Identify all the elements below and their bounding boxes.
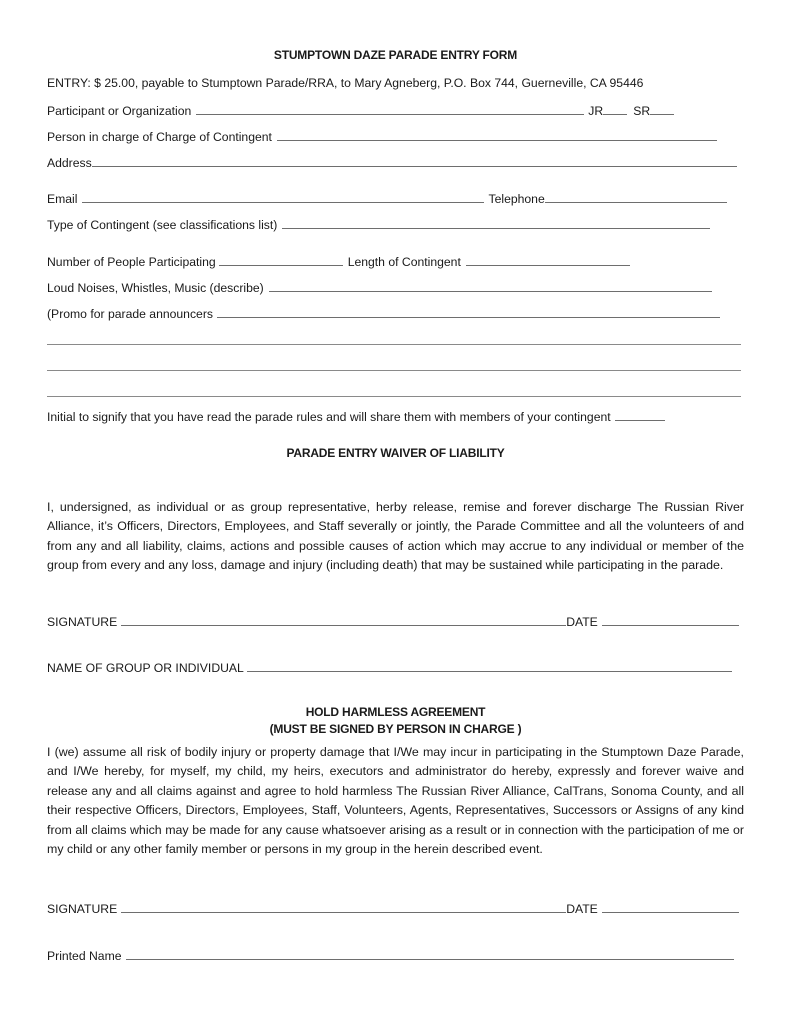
email-label: Email — [47, 192, 78, 206]
promo-field[interactable] — [217, 305, 720, 318]
loud-noises-row — [47, 279, 712, 295]
telephone-field[interactable] — [545, 190, 727, 203]
length-contingent-field[interactable] — [466, 253, 630, 266]
promo-row — [47, 305, 720, 321]
promo-extra-line-1[interactable] — [47, 344, 741, 345]
entry-fee-line — [47, 76, 643, 92]
hold-harmless-text: I (we) assume all risk of bodily injury or property damage that I/We may incur in participating in the Stumptown Daze Parade, and I/We hereby, for myself, my child, my heirs, executors and administrator do hereby, expressly and forever waive and release any and all claims against and agree to hold harmless The Russian River Alliance, CalTrans, Sonoma County, and all their respective Officers, Directors, Employees, Staff, Volunteers, Agents, Representatives, Successors or Assigns of any kind from all claims which may be made for any cause whatsoever arising as a result or in connection with the participation of me or my child or any other family member or persons in my group in the herein described event. — [47, 745, 744, 857]
name-of-group-row — [47, 659, 732, 675]
loud-noises-field[interactable] — [269, 279, 712, 292]
participant-label: Participant or Organization — [47, 104, 192, 118]
hold-harmless-signature-label: SIGNATURE — [47, 902, 118, 916]
initial-row — [47, 408, 665, 424]
type-of-contingent-row — [47, 216, 710, 232]
hold-harmless-subtitle: (MUST BE SIGNED BY PERSON IN CHARGE ) — [269, 722, 522, 736]
initial-field[interactable] — [615, 408, 665, 421]
hold-harmless-date-label: DATE — [566, 902, 598, 916]
waiver-signature-field[interactable] — [121, 613, 566, 626]
entry-fee-text: ENTRY: $ 25.00, payable to Stumptown Parade/RRA, to Mary Agneberg, P.O. Box 744, Guerneville, CA 95446 — [47, 76, 644, 90]
waiver-date-label: DATE — [566, 615, 598, 629]
promo-extra-line-2[interactable] — [47, 370, 741, 371]
jr-field[interactable] — [603, 102, 627, 115]
hold-harmless-title: HOLD HARMLESS AGREEMENT — [305, 705, 486, 719]
hold-harmless-signature-field[interactable] — [121, 900, 566, 913]
form-title: STUMPTOWN DAZE PARADE ENTRY FORM — [273, 48, 518, 62]
telephone-label: Telephone — [488, 192, 545, 206]
initial-label: Initial to signify that you have read the parade rules and will share them with members of your contingent — [47, 410, 611, 424]
person-in-charge-field[interactable] — [277, 128, 717, 141]
promo-extra-line-3[interactable] — [47, 396, 741, 397]
hold-harmless-date-field[interactable] — [602, 900, 739, 913]
promo-label: (Promo for parade announcers — [47, 307, 213, 321]
waiver-signature-label: SIGNATURE — [47, 615, 118, 629]
printed-name-field[interactable] — [126, 947, 734, 960]
hold-harmless-signature-row — [47, 900, 739, 916]
address-label: Address — [47, 156, 92, 170]
waiver-title: PARADE ENTRY WAIVER OF LIABILITY — [286, 446, 505, 460]
name-of-group-label: NAME OF GROUP OR INDIVIDUAL — [47, 661, 244, 675]
people-length-row — [47, 253, 630, 269]
address-row — [47, 154, 737, 170]
sr-field[interactable] — [650, 102, 674, 115]
waiver-date-field[interactable] — [602, 613, 739, 626]
num-people-field[interactable] — [219, 253, 343, 266]
email-row — [47, 190, 727, 206]
type-of-contingent-label: Type of Contingent (see classifications list) — [47, 218, 278, 232]
jr-label: JR — [588, 104, 604, 118]
type-of-contingent-field[interactable] — [282, 216, 710, 229]
person-in-charge-label: Person in charge of Charge of Contingent — [47, 130, 272, 144]
length-contingent-label: Length of Contingent — [347, 255, 461, 269]
participant-field[interactable] — [196, 102, 584, 115]
waiver-text: I, undersigned, as individual or as group representative, herby release, remise and forever discharge The Russian River Alliance, it’s Officers, Directors, Employees, and Staff severally or jointly, the Parade Committee and all the volunteers of and from any and all liability, claims, actions and possible causes of action which may accrue to any individual or member of the group from every and any loss, damage and injury (including death) that may be sustained while participating in the parade. — [47, 500, 744, 573]
num-people-label: Number of People Participating — [47, 255, 216, 269]
waiver-signature-row — [47, 613, 739, 629]
sr-label: SR — [633, 104, 651, 118]
printed-name-row — [47, 947, 734, 963]
name-of-group-field[interactable] — [247, 659, 732, 672]
loud-noises-label: Loud Noises, Whistles, Music (describe) — [47, 281, 264, 295]
person-in-charge-row — [47, 128, 717, 144]
address-field[interactable] — [92, 154, 737, 167]
participant-row — [47, 102, 674, 118]
email-field[interactable] — [82, 190, 484, 203]
printed-name-label: Printed Name — [47, 949, 122, 963]
